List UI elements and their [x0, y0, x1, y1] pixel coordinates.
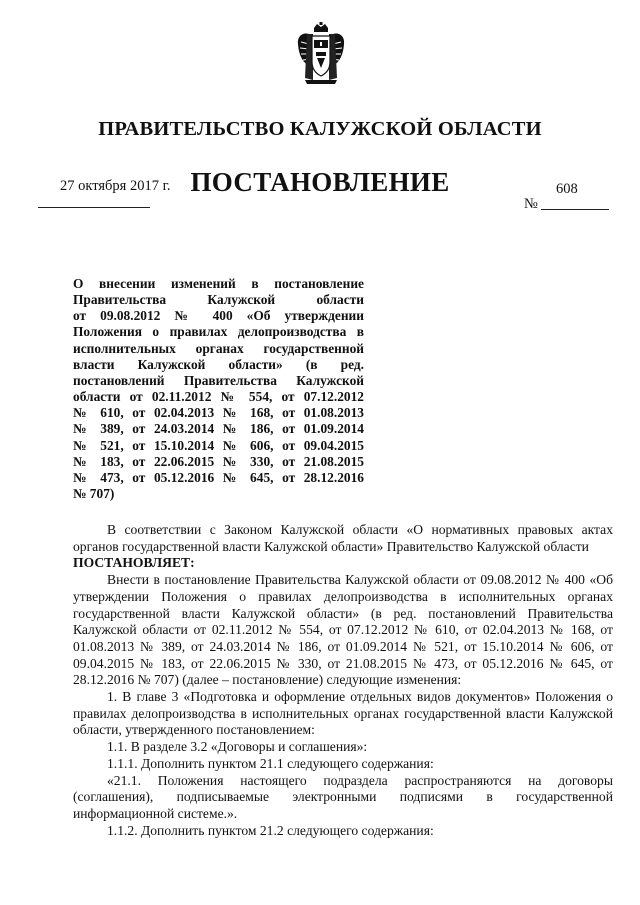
subject-line: № 389, от 24.03.2014 № 186, от 01.09.2014 — [73, 421, 364, 437]
body-line: «21.1. Положения настоящего подраздела распространяются на договоры — [107, 772, 613, 788]
resolves-heading: ПОСТАНОВЛЯЕТ: — [73, 555, 195, 571]
body-line: правилах делопроизводства в исполнительных органах государственной власти Калужской — [73, 705, 613, 721]
subject-line: области от 02.11.2012 № 554, от 07.12.2012 — [73, 389, 364, 405]
subject-line: Правительства Калужской области — [73, 292, 364, 308]
body-line: органов государственной власти Калужской области» Правительство Калужской области — [73, 538, 589, 554]
body-line: 09.04.2015 № 183, от 22.06.2015 № 330, от 21.08.2015 № 473, от 05.12.2016 № 645, от — [73, 655, 613, 671]
preamble-paragraph — [73, 522, 613, 555]
document-number: 608 — [556, 181, 578, 197]
subject-line: исполнительных органах государственной — [73, 340, 364, 356]
subject-line: № 183, от 22.06.2015 № 330, от 21.08.2015 — [73, 453, 364, 469]
subject-line: власти Калужской области» (в ред. — [73, 356, 364, 372]
body-line: 1. В главе 3 «Подготовка и оформление отдельных видов документов» Положения о — [107, 689, 613, 705]
item-1-1-1: 1.1.1. Дополнить пунктом 21.1 следующего содержания: — [107, 755, 434, 771]
subject-line: № 473, от 05.12.2016 № 645, от 28.12.2016 — [73, 469, 364, 485]
subject-line: № 610, от 02.04.2013 № 168, от 01.08.2013 — [73, 405, 364, 421]
subject-line: Положения о правилах делопроизводства в — [73, 324, 364, 340]
body-line: области, утвержденного постановлением: — [73, 722, 315, 738]
subject-line: от 09.08.2012 № 400 «Об утверждении — [73, 308, 364, 324]
subject-line: № 707) — [73, 486, 115, 502]
subject-line: № 521, от 15.10.2014 № 606, от 09.04.2015 — [73, 437, 364, 453]
body-line: (соглашения), подписываемые электронными подписями в государственной — [73, 789, 613, 805]
government-title: ПРАВИТЕЛЬСТВО КАЛУЖСКОЙ ОБЛАСТИ — [98, 118, 542, 140]
number-underline — [541, 209, 609, 210]
document-date: 27 октября 2017 г. — [60, 178, 171, 194]
item-1-1: 1.1. В разделе 3.2 «Договоры и соглашения»: — [107, 739, 368, 755]
intro-paragraph — [73, 572, 613, 689]
coat-of-arms-icon — [295, 22, 347, 86]
number-label: № — [524, 196, 538, 212]
document-body — [73, 522, 613, 839]
date-underline — [38, 207, 150, 208]
item-1-paragraph — [73, 689, 613, 739]
subject-line: О внесении изменений в постановление — [73, 276, 364, 291]
body-line: 01.08.2013 № 389, от 24.03.2014 № 186, от 01.09.2014 № 521, от 15.10.2014 № 606, от — [73, 638, 613, 654]
document-subject — [73, 276, 364, 502]
body-line: информационной системе.». — [73, 805, 238, 821]
body-line: Внести в постановление Правительства Калужской области от 09.08.2012 № 400 «Об — [107, 572, 613, 588]
document-type-title: ПОСТАНОВЛЕНИЕ — [190, 167, 450, 197]
body-line: В соответствии с Законом Калужской области «О нормативных правовых актах — [107, 522, 613, 537]
subject-line: постановлений Правительства Калужской — [73, 372, 364, 388]
quote-paragraph — [73, 773, 613, 823]
body-line: Калужской области от 02.11.2012 № 554, от 07.12.2012 № 610, от 02.04.2013 № 168, от — [73, 622, 613, 638]
body-line: государственной власти Калужской области» (в ред. постановлений Правительства — [73, 605, 613, 621]
item-1-1-2: 1.1.2. Дополнить пунктом 21.2 следующего содержания: — [107, 822, 434, 838]
body-line: 28.12.2016 № 707) (далее – постановление) следующие изменения: — [73, 672, 462, 688]
body-line: утверждении Положения о правилах делопроизводства в исполнительных органах — [73, 588, 613, 604]
